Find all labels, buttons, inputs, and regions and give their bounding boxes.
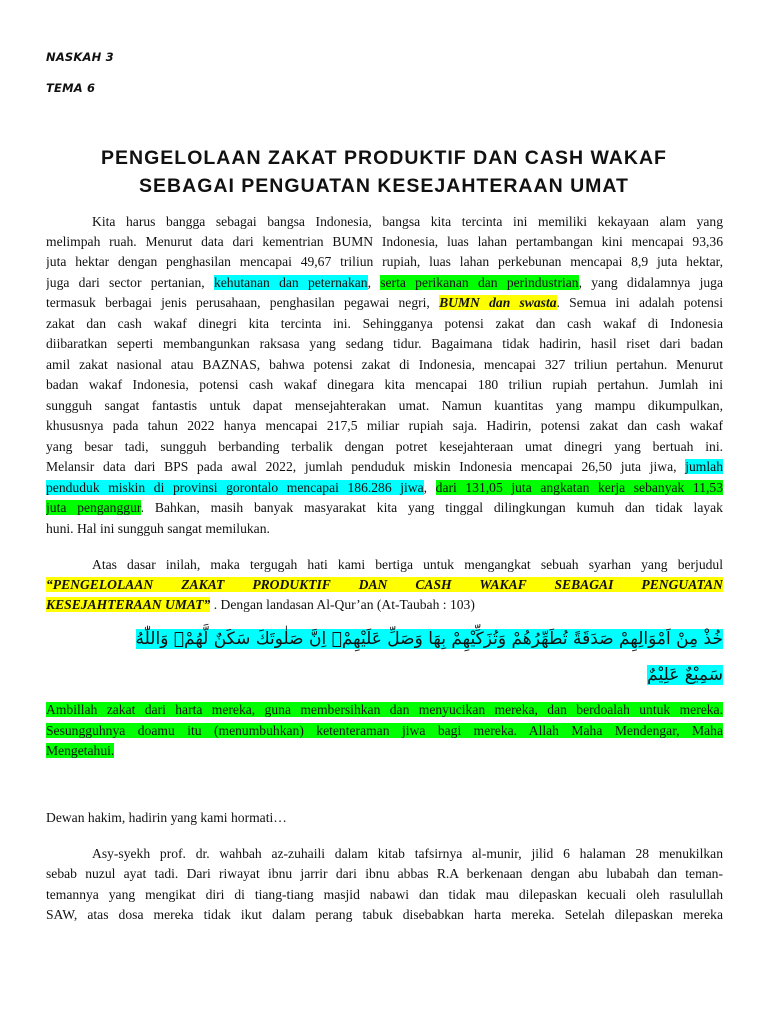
p4-line-3: temannya yang mengikat diri di tiang-tiang masjid nabawi dan tidak mau dilepaskan kecuali oleh rasulullah	[46, 887, 723, 902]
tema-label: TEMA 6	[46, 81, 96, 95]
naskah-label: NASKAH 3	[46, 50, 114, 64]
highlight-angkatan-kerja: dari 131,05 juta angkatan kerja sebanyak 11,53	[435, 480, 723, 495]
p1-line-5-text-c: . Semua ini adalah potensi	[556, 295, 723, 310]
p1-line-15-text-b: . Bahkan, masih banyak masyarakat kita yang tinggal dilingkungan kumuh dan tidak layak	[140, 500, 723, 515]
highlight-gorontalo: penduduk miskin di provinsi gorontalo mencapai 186.286 jiwa	[46, 480, 424, 495]
arabic-verse-line-1	[46, 620, 723, 658]
translation-line-2	[46, 721, 723, 741]
p3-line-1: Dewan hakim, hadirin yang kami hormati…	[46, 810, 287, 825]
p1-line-7: diibaratkan seperti membangunkan raksasa yang sedang tidur. Bagaimana tidak hadirin, hasil riset dari badan	[46, 336, 723, 351]
p1-line-5	[46, 293, 723, 313]
p2-line-3	[46, 595, 723, 615]
translation-line-3	[46, 741, 723, 761]
p1-line-4-comma: ,	[367, 275, 371, 290]
p1-line-15	[46, 498, 723, 518]
p1-line-10: sungguh sangat fantastis untuk dapat mensejahterakan umat. Namun kuantitas yang mampu dikumpulkan,	[46, 398, 723, 413]
arabic-verse-text-2: سَمِيْعٌ عَلِيْمٌ	[647, 665, 723, 685]
p1-line-2: melimpah ruah. Menurut data dari kementrian BUMN Indonesia, luas lahan pertambangan kini mencapai 93,36	[46, 234, 723, 249]
translation-text-1: Ambillah zakat dari harta mereka, guna membersihkan dan menyucikan mereka, dan berdoalah untuk mereka.	[46, 702, 723, 717]
p2-line-2	[46, 575, 723, 595]
highlight-penganggur: juta penganggur	[46, 500, 141, 515]
highlight-judul-2: KESEJAHTERAAN UMAT”	[46, 597, 211, 612]
p1-line-8: amil zakat nasional atau BAZNAS, bahwa potensi zakat di Indonesia, mencapai 327 triliun pertahun. Menurut	[46, 357, 723, 372]
p1-line-11: khususnya pada tahun 2022 hanya mencapai 217,5 miliar rupiah saja. Hadirin, potensi zakat dan cash wakaf	[46, 418, 723, 433]
highlight-perikanan: serta perikanan dan perindustrian	[380, 275, 579, 290]
p1-line-4	[46, 273, 723, 293]
p1-line-9: badan wakaf Indonesia, potensi cash wakaf dinegara kita mencapai 180 triliun rupiah pertahun. Jumlah ini	[46, 377, 723, 392]
highlight-jumlah: jumlah	[685, 459, 723, 474]
translation-text-2: Sesungguhnya doamu itu (menumbuhkan) ketenteraman jiwa bagi mereka. Allah Maha Mendengar, Maha	[46, 723, 723, 738]
highlight-judul-1: “PENGELOLAAN ZAKAT PRODUKTIF DAN CASH WAKAF SEBAGAI PENGUATAN	[46, 577, 723, 592]
highlight-kehutanan: kehutanan dan peternakan	[213, 275, 368, 290]
p1-line-6: zakat dan cash wakaf dinegri kita tercinta ini. Sehingganya potensi zakat dan cash wakaf di Indonesia	[46, 316, 723, 331]
p4-line-2: sebab nuzul ayat tadi. Dari riwayat ibnu jarrir dari ibnu abbas R.A berkenaan dengan abu lubabah dan teman-	[46, 866, 723, 881]
translation-text-3: Mengetahui.	[46, 743, 115, 758]
p1-line-1: Kita harus bangga sebagai bangsa Indonesia, bangsa kita tercinta ini memiliki kekayaan alam yang	[92, 214, 723, 229]
p4-line-4: SAW, atas dosa mereka tidak ikut dalam perang tabuk disebabkan harta mereka. Setelah dilepaskan mereka	[46, 907, 723, 922]
p1-line-12: yang besar tadi, sungguh berbanding terbalik dengan potret kesejahteraan umat dinegri yang bertuah ini.	[46, 439, 723, 454]
p2-line-1: Atas dasar inilah, maka tergugah hati kami bertiga untuk mengangkat sebuah syarhan yang berjudul	[92, 557, 723, 572]
p1-line-4-text-e: , yang didalamnya juga	[578, 275, 723, 290]
p4-line-1: Asy-syekh prof. dr. wahbah az-zuhaili dalam kitab tafsirnya al-munir, jilid 6 halaman 28 menukilkan	[92, 846, 723, 861]
p1-line-16: huni. Hal ini sungguh sangat memilukan.	[46, 521, 270, 536]
arabic-verse-line-2	[46, 656, 723, 694]
p2-line-3-text-b: . Dengan landasan Al-Qur’an (At-Taubah : 103)	[210, 597, 475, 612]
p1-line-13-text-a: Melansir data dari BPS pada awal 2022, jumlah penduduk miskin Indonesia mencapai 26,50 juta jiwa,	[46, 459, 677, 474]
arabic-verse-text-1: خُذْ مِنْ اَمْوَالِهِمْ صَدَقَةً تُطَهِّرُهُمْ وَتُزَكِّيْهِمْ بِهَا وَصَلِّ عَلَيْهِمْۗ اِنَّ صَلٰوتَكَ سَكَنٌ لَّهُمْۗ وَاللّٰهُ	[135, 629, 723, 649]
title-line-2: SEBAGAI PENGUATAN KESEJAHTERAAN UMAT	[139, 175, 629, 197]
p1-line-13	[46, 457, 723, 477]
title-line-1: PENGELOLAAN ZAKAT PRODUKTIF DAN CASH WAKAF	[101, 147, 667, 169]
p1-line-5-text-a: termasuk berbagai jenis perusahaan, penghasilan pegawai negri,	[46, 295, 430, 310]
p1-line-4-text-a: juga dari sector pertanian,	[46, 275, 205, 290]
p1-line-3: juta hektar dengan penghasilan mencapai 49,67 triliun rupiah, luas lahan perkebunan mencapai 8,9 juta hektar,	[46, 254, 723, 269]
p1-line-14-comma: ,	[423, 480, 428, 495]
highlight-bumn: BUMN dan swasta	[439, 295, 557, 310]
p1-line-14	[46, 478, 723, 498]
translation-line-1	[46, 700, 723, 720]
